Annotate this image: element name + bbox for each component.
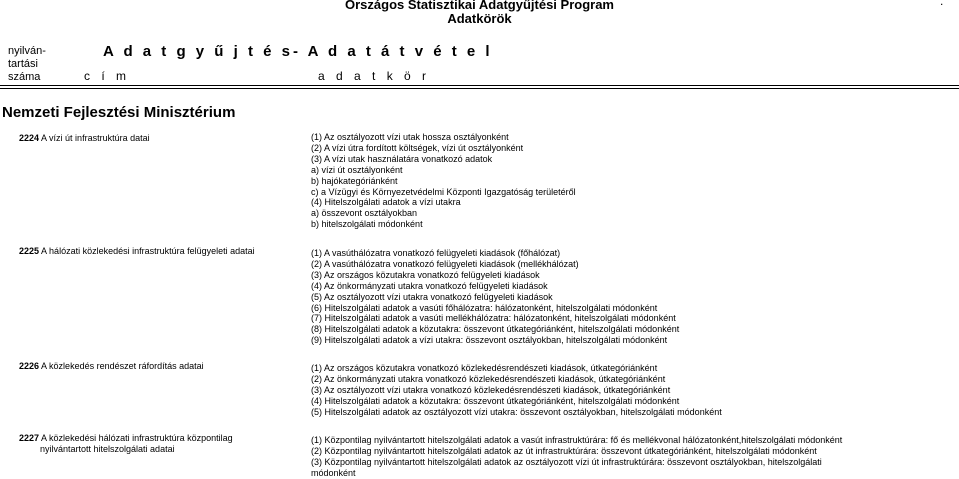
entry-item: (5) Az osztályozott vízi utakra vonatkozó felügyeleti kiadások xyxy=(311,291,553,302)
entry-item: (8) Hitelszolgálati adatok a közutakra: összevont útkategóriánként, hitelszolgálati módonként xyxy=(311,324,680,335)
entry-item: (3) A vízi utak használatára vonatkozó adatok xyxy=(311,153,493,164)
program-subtitle: Adatkörök xyxy=(447,11,512,26)
entry-item: a) vízi út osztályonként xyxy=(311,164,403,175)
col2-subheader: c í m xyxy=(84,69,130,83)
entry-item: módonként xyxy=(311,467,356,478)
entry-item: (5) Hitelszolgálati adatok az osztályozott vízi utakra: összevont osztályokban, hitelszolgálati módonként xyxy=(311,406,722,417)
ministry-name: Nemzeti Fejlesztési Minisztérium xyxy=(2,104,236,121)
entry-item: b) hitelszolgálati módonként xyxy=(311,219,423,230)
entry-title-line: A hálózati közlekedési infrastruktúra felügyeleti adatai xyxy=(41,246,255,256)
col3-subheader: a d a t k ö r xyxy=(318,69,431,83)
entry-item: (1) Az országos közutakra vonatkozó közlekedésrendészeti kiadások, útkategóriánként xyxy=(311,363,658,373)
col2-header: A d a t g y ű j t é s xyxy=(103,43,293,60)
entry-item: (2) A vízi útra fordított költségek, vízi út osztályonként xyxy=(311,142,524,153)
entry-title xyxy=(19,133,150,144)
program-title: Országos Statisztikai Adatgyűjtési Program xyxy=(345,0,614,12)
entry-title xyxy=(19,433,233,455)
corner-mark: . xyxy=(940,0,944,8)
entry-number: 2226 xyxy=(19,361,40,371)
entry-title xyxy=(19,246,255,257)
entry-item: c) a Vízügyi és Környezetvédelmi Központi Igazgatóság területéről xyxy=(311,186,576,197)
entry-number: 2225 xyxy=(19,246,40,256)
entry-item: (4) Hitelszolgálati adatok a közutakra: összevont útkategóriánként, hitelszolgálati módonként xyxy=(311,395,680,406)
entry-items xyxy=(311,132,576,230)
col1-line2: tartási xyxy=(8,58,38,70)
entry-item: (3) Központilag nyilvántartott hitelszolgálati adatok az osztályozott vízi út infrastruktúrára: összevont osztályokban, hitelszolgálati xyxy=(311,456,822,467)
entry-item: (3) Az osztályozott vízi utakra vonatkozó közlekedésrendészeti kiadások, útkategóriánként xyxy=(311,384,671,395)
entry-item: (3) Az országos közutakra vonatkozó felügyeleti kiadások xyxy=(311,269,540,280)
entry-number: 2227 xyxy=(19,433,40,443)
entry-item: (9) Hitelszolgálati adatok a vízi utakra: összevont osztályokban, hitelszolgálati módonként xyxy=(311,335,668,346)
entry-item: (4) Hitelszolgálati adatok a vízi utakra xyxy=(311,197,461,208)
entry-title-line: A vízi út infrastruktúra datai xyxy=(41,133,150,143)
entry-item: (2) A vasúthálózatra vonatkozó felügyeleti kiadások (mellékhálózat) xyxy=(311,258,579,269)
entry-item: (1) Az osztályozott vízi utak hossza osztályonként xyxy=(311,132,509,142)
col1-line1: nyilván- xyxy=(8,45,46,57)
entry-items xyxy=(311,435,842,479)
entry-item: (1) A vasúthálózatra vonatkozó felügyeleti kiadások (főhálózat) xyxy=(311,248,561,258)
entry-item: (6) Hitelszolgálati adatok a vasúti főhálózatra: hálózatonként, hitelszolgálati módonként xyxy=(311,302,658,313)
entry-items xyxy=(311,248,679,346)
entry-title-line: A közlekedési hálózati infrastruktúra központilag xyxy=(41,433,233,443)
entry-title xyxy=(19,361,204,372)
entry-title-line: A közlekedés rendészet ráfordítás adatai xyxy=(41,361,204,371)
entry-item: b) hajókategóriánként xyxy=(311,175,398,186)
header-divider-bottom xyxy=(0,88,959,89)
entry-item: (2) Az önkormányzati utakra vonatkozó közlekedésrendészeti kiadások, útkategóriánként xyxy=(311,373,666,384)
col1-line3: száma xyxy=(8,71,41,83)
header-divider-top xyxy=(0,85,959,86)
entry-item: (4) Az önkormányzati utakra vonatkozó felügyeleti kiadások xyxy=(311,280,548,291)
entry-title-line: nyilvántartott hitelszolgálati adatai xyxy=(40,443,175,454)
col3-header: - A d a t á t v é t e l xyxy=(293,43,493,60)
entry-item: (1) Központilag nyilvántartott hitelszolgálati adatok a vasút infrastruktúrára: fő és mellékvonal hálózatonként,hitelszolgálati módonként xyxy=(311,435,843,445)
entry-item: (7) Hitelszolgálati adatok a vasúti mellékhálózatra: hálózatonként, hitelszolgálati módonként xyxy=(311,313,676,324)
entry-items xyxy=(311,363,722,418)
entry-item: (2) Központilag nyilvántartott hitelszolgálati adatok az út infrastruktúrára: összevont útkategóriánként, hitelszolgálati módonként xyxy=(311,445,817,456)
entry-number: 2224 xyxy=(19,133,40,143)
entry-item: a) összevont osztályokban xyxy=(311,208,418,219)
